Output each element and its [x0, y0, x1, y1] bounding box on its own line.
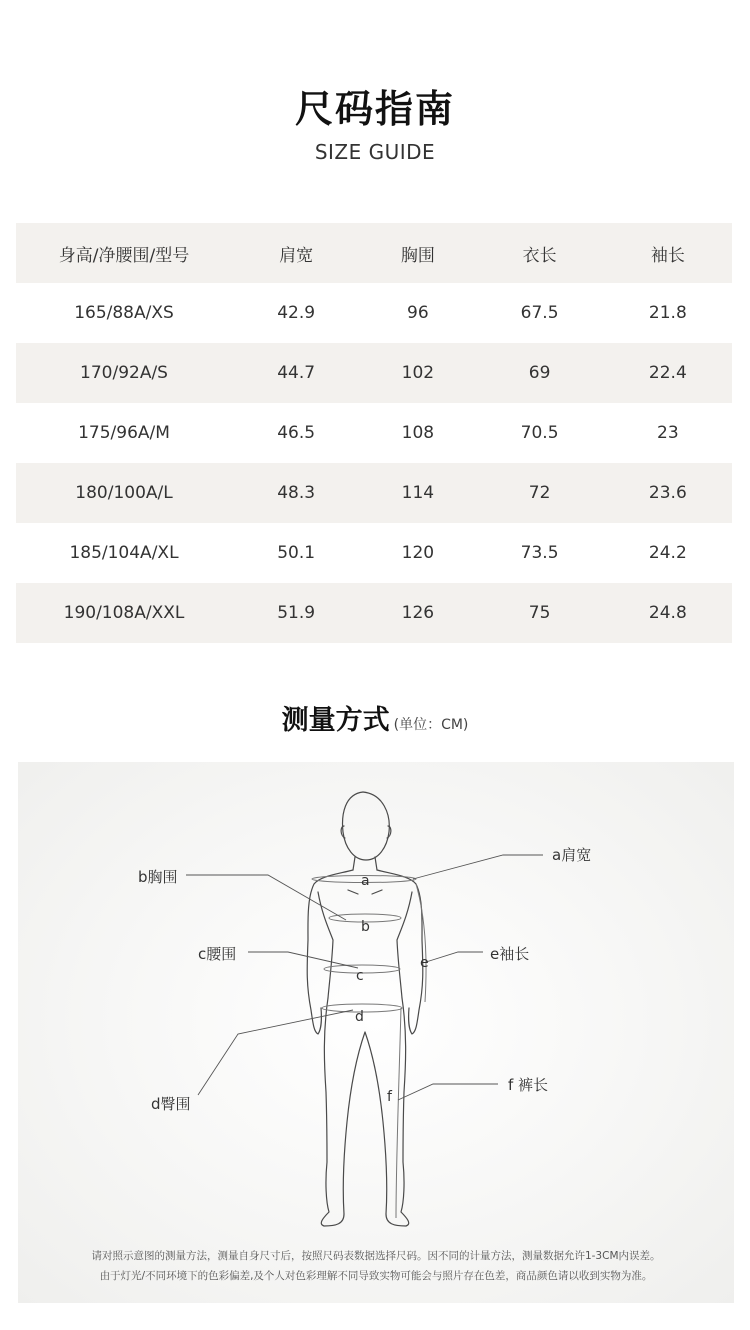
table-cell: 96	[407, 303, 429, 323]
table-cell: 51.9	[277, 603, 316, 623]
table-cell: 185/104A/XL	[69, 543, 179, 563]
label-pants: f 裤长	[508, 1076, 549, 1094]
marker-a: a	[361, 873, 370, 889]
table-cell: 46.5	[277, 423, 316, 443]
marker-f: f	[387, 1089, 392, 1105]
table-cell: 70.5	[520, 423, 559, 443]
table-cell: 21.8	[648, 303, 687, 323]
table-cell: 42.9	[277, 303, 316, 323]
label-sleeve: e袖长	[490, 945, 530, 963]
table-cell: 48.3	[277, 483, 316, 503]
marker-e: e	[420, 955, 429, 971]
marker-c: c	[356, 968, 364, 984]
note-line-1: 请对照示意图的测量方法，测量自身尺寸后，按照尺码表数据选择尺码。因不同的计量方法，测量数据允许1-3CM内误差。	[91, 1250, 661, 1262]
column-header: 袖长	[650, 245, 685, 266]
table-cell: 170/92A/S	[80, 363, 168, 383]
marker-d: d	[355, 1009, 364, 1025]
table-cell: 23.6	[648, 483, 687, 503]
table-row	[16, 523, 732, 583]
table-cell: 175/96A/M	[78, 423, 170, 443]
table-row	[16, 283, 732, 343]
column-header: 肩宽	[279, 245, 314, 266]
table-cell: 73.5	[520, 543, 559, 563]
table-cell: 165/88A/XS	[74, 303, 174, 323]
measure-title: 测量方式	[281, 705, 390, 736]
table-cell: 22.4	[648, 363, 687, 383]
table-row	[16, 583, 732, 643]
table-cell: 75	[528, 603, 551, 623]
table-cell: 23	[657, 423, 679, 443]
size-table	[16, 223, 732, 643]
label-chest: b胸围	[138, 868, 178, 886]
table-cell: 180/100A/L	[75, 483, 173, 503]
marker-b: b	[361, 919, 370, 935]
table-cell: 102	[401, 363, 435, 383]
label-shoulder: a肩宽	[552, 846, 592, 864]
measure-heading	[0, 698, 750, 737]
table-cell: 24.8	[648, 603, 687, 623]
measurement-diagram	[18, 762, 734, 1303]
table-cell: 69	[528, 363, 551, 383]
table-cell: 44.7	[277, 363, 316, 383]
table-cell: 108	[401, 423, 435, 443]
table-cell: 50.1	[277, 543, 316, 563]
body-figure	[18, 762, 734, 1303]
page-subtitle: SIZE GUIDE	[314, 140, 436, 164]
note-line-2: 由于灯光/不同环境下的色彩偏差,及个人对色彩理解不同导致实物可能会与照片存在色差，商品颜色请以收到实物为准。	[99, 1270, 653, 1282]
label-hip: d臀围	[151, 1095, 191, 1113]
table-cell: 126	[401, 603, 435, 623]
column-header: 身高/净腰围/型号	[58, 245, 190, 266]
column-header: 胸围	[400, 245, 435, 266]
table-cell: 120	[401, 543, 435, 563]
table-row	[16, 403, 732, 463]
table-cell: 114	[401, 483, 435, 503]
table-cell: 72	[528, 483, 551, 503]
measure-unit: (单位：CM)	[393, 717, 469, 733]
table-row	[16, 463, 732, 523]
table-header-row	[16, 223, 732, 283]
table-cell: 190/108A/XXL	[63, 603, 185, 623]
table-cell: 24.2	[648, 543, 687, 563]
table-cell: 67.5	[520, 303, 559, 323]
label-waist: c腰围	[198, 945, 237, 963]
page-title: 尺码指南	[294, 87, 455, 131]
column-header: 衣长	[522, 245, 557, 266]
table-row	[16, 343, 732, 403]
